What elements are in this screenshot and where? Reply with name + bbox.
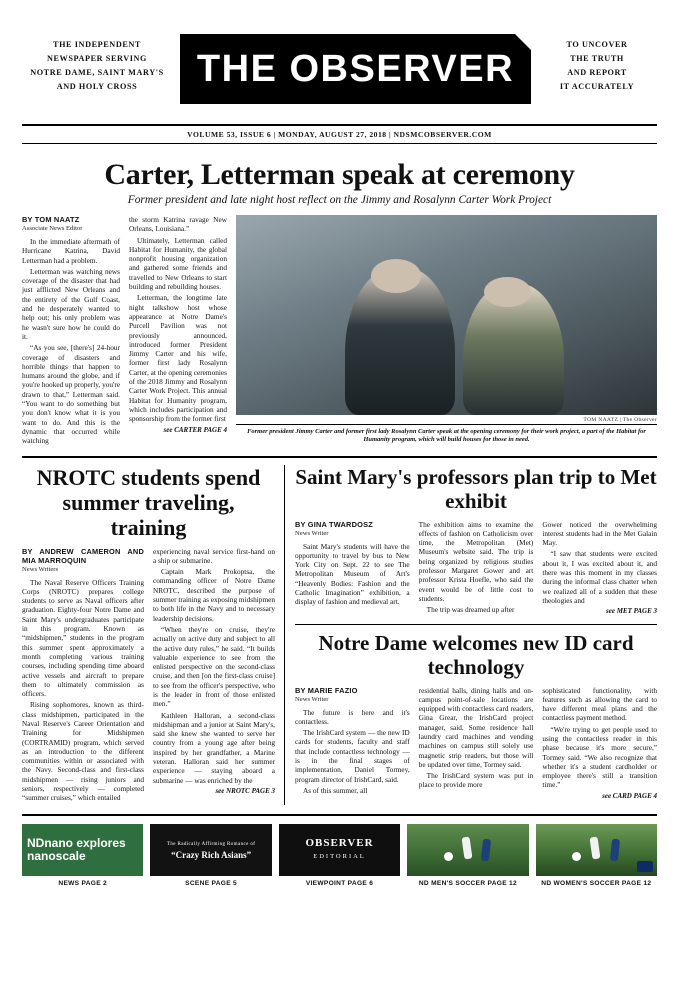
card-paragraph: sophisticated functionality, with features such as allowing the card to have different meal plans and the contactless payment method. — [542, 685, 658, 723]
masthead-tagline-left — [22, 34, 172, 110]
photo-figure-carter-head — [371, 259, 422, 293]
nrotc-paragraph: Captain Mark Prokoptsa, the commanding officer of Notre Dame NROTC, described the purpose of summer training as exposing midshipmen to both life in the Navy and to necessary leadership decisions. — [153, 567, 276, 623]
lead-headline: Carter, Letterman speak at ceremony — [104, 158, 575, 191]
nrotc-paragraph: Kathleen Halloran, a second-class midshipman and a junior at Saint Mary's, said she knew she wanted to serve her country from a young age after being inspired by her grandfather, a Marine veteran. Halloran said her summer experience — staying aboard a submarine — was enriched by the — [153, 710, 275, 785]
lead-story — [22, 144, 657, 448]
soccer-player-figure — [610, 839, 620, 862]
card-story — [295, 631, 657, 802]
promo-mens-soccer-image[interactable] — [407, 824, 528, 876]
card-column-3 — [542, 686, 657, 802]
lead-paragraph: Letterman, the longtime late night talkshow host whose appearance at Notre Dame's Purcell Pavilion was not previously announced, introduced former President Jimmy Carter and his wife, former first lady Rosalynn Carter, at the opening ceremonies of the 2018 Jimmy and Rosalynn Carter Work Project. This annual Habitat for Humanity program, which includes participation and sponsorship from the former first — [129, 293, 227, 424]
met-column-1 — [295, 520, 410, 617]
promo-scene-main-title: “Crazy Rich Asians” — [171, 849, 252, 860]
volume-bar: VOLUME 53, ISSUE 6 | MONDAY, AUGUST 27, 2018 | NDSMCOBSERVER.COM — [187, 130, 492, 139]
promo-ndnano-image[interactable] — [22, 824, 143, 876]
met-card-divider — [295, 624, 657, 625]
met-column-3 — [542, 520, 657, 617]
lead-photo-caption: Former president Jimmy Carter and former first lady Rosalynn Carter speak at the opening ceremony for their work project, a part of the Habitat for Humanity program, which will build houses for those in need. — [236, 424, 657, 445]
promo-ndnano[interactable] — [22, 824, 143, 887]
met-paragraph: Gower noticed the overwhelming interest students had in the Met Galain May. — [542, 519, 658, 548]
photo-figure-rosalynn-head — [484, 277, 530, 307]
nrotc-byline-name: BY ANDREW CAMERON AND MIA MARROQUIN — [22, 546, 144, 565]
met-paragraph: “I saw that students were excited about it, I was excited about it, and there was this moment in my classes during the informal class chatter when we realized all of a sudden that these theologies and — [542, 549, 658, 605]
promo-scene-image[interactable] — [150, 824, 271, 876]
met-paragraph: The trip was dreamed up after — [426, 605, 515, 615]
promo-mens-soccer-label[interactable]: ND MEN'S SOCCER PAGE 12 — [418, 879, 517, 887]
nrotc-headline: NROTC students spend summer traveling, training — [36, 464, 261, 540]
lead-deck: Former president and late night host reflect on the Jimmy and Rosalynn Carter Work Project — [127, 194, 552, 206]
promo-viewpoint-image[interactable] — [279, 824, 400, 876]
promo-scene-subtitle: The Radically Affirming Romance of — [166, 841, 256, 847]
card-paragraph: residential halls, dining halls and on-campus point-of-sale locations are equipped with contactless card readers, Gina Grear, the IrishCard project manager, said. Some residence hall laundry card machines and vending machines on campus still solely use magnetic strip readers, but those will be updated over time, Tormey said. — [418, 685, 534, 769]
nrotc-byline — [22, 547, 144, 574]
lead-byline-name: BY TOM NAATZ — [22, 215, 80, 224]
lead-photo — [236, 215, 657, 415]
newspaper-title: THE OBSERVER — [196, 47, 515, 90]
soccer-player-figure — [481, 839, 491, 862]
masthead-left-line-1: THE INDEPENDENT — [53, 40, 141, 49]
nrotc-column-2 — [153, 547, 275, 805]
right-stories — [285, 465, 657, 805]
masthead-tagline-right — [537, 34, 657, 110]
soccer-ball-icon — [572, 852, 581, 861]
masthead-right-line-1: TO UNCOVER — [566, 40, 628, 49]
card-paragraph: The future is here and it's contactless. — [295, 707, 410, 726]
lead-byline-title: Associate News Editor — [22, 225, 83, 232]
masthead-left-line-4: AND HOLY CROSS — [56, 82, 138, 91]
acc-logo-badge — [637, 861, 653, 872]
met-byline-name: BY GINA TWARDOSZ — [295, 519, 373, 529]
card-paragraph: “We're trying to get people used to using the contactless reader in this phase because it's more secure,” Tormey said. “We also recognize that whether it's a student cardholder or employee there's still a transition time.” — [542, 724, 658, 790]
met-byline-title: News Writer — [295, 529, 329, 537]
met-headline: Saint Mary's professors plan trip to Met exhibit — [295, 464, 657, 513]
card-byline-title: News Writer — [295, 695, 329, 703]
soccer-player-figure — [462, 836, 473, 859]
lead-paragraph: In the immediate aftermath of Hurricane Katrina, David Letterman had a problem. — [22, 237, 120, 265]
lead-paragraph: the storm Katrina ravage New Orleans, Louisiana.” — [129, 215, 227, 234]
nrotc-paragraph: experiencing naval service first-hand on a ship or submarine. — [153, 546, 275, 565]
lead-paragraph: “As you see, [there's] 24-hour coverage of disasters and horrible things that happen to humans around the globe, and if you're hooked up properly, you're drawn to that,” Letterman said. “You want to do something but you don't know what it is you want to do. And this is the dynamic that occurred while watching — [22, 343, 121, 446]
lead-paragraph: Letterman was watching news coverage of the disaster that had just afflicted New Orleans and the entirety of the Gulf Coast, and he desperately wanted to help out; his only problem was he wasn't sure how he could do it. — [22, 266, 120, 341]
nrotc-story — [22, 465, 285, 805]
promo-mens-soccer[interactable] — [407, 824, 528, 887]
card-jumpline[interactable]: see CARD PAGE 4 — [602, 791, 658, 800]
promo-viewpoint[interactable] — [279, 824, 400, 887]
masthead-right-line-2: THE TRUTH — [570, 54, 624, 63]
masthead-right-line-3: AND REPORT — [567, 68, 627, 77]
promo-viewpoint-subtitle: EDITORIAL — [313, 852, 366, 860]
nrotc-column-1 — [22, 547, 144, 805]
secondary-stories-band — [22, 456, 657, 805]
masthead-right-line-4: IT ACCURATELY — [559, 82, 635, 91]
card-column-1 — [295, 686, 410, 802]
promo-viewpoint-title — [305, 837, 373, 863]
promo-scene[interactable] — [150, 824, 271, 887]
soccer-ball-icon — [444, 852, 453, 861]
promo-viewpoint-label[interactable]: VIEWPOINT PAGE 6 — [305, 879, 374, 887]
promo-womens-soccer[interactable] — [536, 824, 657, 887]
lead-byline — [22, 215, 120, 233]
nrotc-jumpline[interactable]: see NROTC PAGE 3 — [215, 786, 275, 795]
met-byline — [295, 520, 410, 538]
card-column-2 — [419, 686, 534, 802]
met-paragraph: The exhibition aims to examine the effects of fashion on Catholicism over time, the Metropolitan (Met) Museum's website said. The trip is being organized by religious studies professor Margaret Gower and art professor Krista Hoefle, who said the event would be of little cost to students. — [418, 519, 534, 603]
met-story — [295, 465, 657, 617]
nrotc-paragraph: “When they're on cruise, they're actually on active duty and subject to all the active duty rules,” he said. “It builds valuable experience to see from the enlisted perspective on the second-class cruise, and then [on the first-class cruise] to see from the officer's perspective, who is the leader in front of those enlisted men.” — [153, 624, 275, 709]
lead-photo-credit: TOM NAATZ | The Observer — [583, 417, 657, 423]
lead-paragraph: Ultimately, Letterman called Habitat for Humanity, the global nonprofit housing organization and gathered some friends and travelled to New Orleans to start building and rebuilding houses. — [129, 235, 227, 292]
nrotc-paragraph: Rising sophomores, known as third-class midshipmen, participated in the Naval Reserve's Career Orientation and Training for Midshipmen (CORTRAMID) program, which served as an introduction to the different communities within or associated with the Navy. Second-class and first-class midshipmen — rising juniors and seniors, respectively — completed “summer cruises,” which entailed — [22, 700, 144, 803]
card-paragraph: The IrishCard system — the new ID cards for students, faculty and staff that include contactless technology — is in the final stages of implementation, Daniel Tormey, program director of IrishCard, said. — [295, 728, 410, 784]
promo-scene-label[interactable]: SCENE PAGE 5 — [185, 879, 238, 887]
promo-viewpoint-main-title: OBSERVER — [305, 836, 374, 849]
promo-scene-title — [167, 839, 256, 861]
promo-womens-soccer-label[interactable]: ND WOMEN'S SOCCER PAGE 12 — [541, 879, 652, 887]
card-headline: Notre Dame welcomes new ID card technology — [318, 630, 634, 679]
card-paragraph: The IrishCard system was put in place to provide more — [418, 771, 534, 790]
promo-ndnano-label[interactable]: NEWS PAGE 2 — [58, 879, 107, 887]
nrotc-byline-title: News Writers — [22, 565, 59, 573]
lead-column-2 — [129, 215, 227, 448]
promo-womens-soccer-image[interactable] — [536, 824, 657, 876]
masthead-left-line-2: NEWSPAPER SERVING — [46, 54, 148, 63]
lead-photo-block — [236, 215, 657, 448]
met-column-2 — [419, 520, 534, 617]
masthead-flag — [172, 34, 537, 110]
met-jumpline[interactable]: see MET PAGE 3 — [606, 607, 658, 616]
met-paragraph: Saint Mary's students will have the opportunity to travel by bus to New York City on Sept. 22 to see The Metropolitan Museum of Art's “Heavenly Bodies: Fashion and the Catholic Imagination” exhibition, a display of fashion and medieval art. — [295, 541, 410, 607]
nrotc-paragraph: The Naval Reserve Officers Training Corps (NROTC) prepares college students to serve as Naval officers after graduation. Eighty-four Notre Dame and Saint Mary's undergraduates participate in this program. Known as “midshipmen,” students in the program this summer spent approximately a month completing various training courses, including spending time aboard active vessels and aircraft to prepare them to ultimately commission as officers. — [22, 577, 144, 699]
promo-strip — [22, 814, 657, 887]
masthead-flag-box — [180, 34, 531, 104]
card-paragraph: As of this summer, all — [303, 785, 368, 795]
soccer-player-figure — [590, 836, 601, 859]
masthead-left-line-3: NOTRE DAME, SAINT MARY'S — [30, 68, 164, 77]
card-byline-name: BY MARIE FAZIO — [295, 685, 358, 695]
promo-ndnano-title: NDnano explores nanoscale — [27, 835, 126, 863]
card-byline — [295, 686, 410, 704]
lead-column-1 — [22, 215, 120, 448]
masthead — [22, 0, 657, 110]
lead-jumpline[interactable]: see CARTER PAGE 4 — [163, 425, 227, 434]
